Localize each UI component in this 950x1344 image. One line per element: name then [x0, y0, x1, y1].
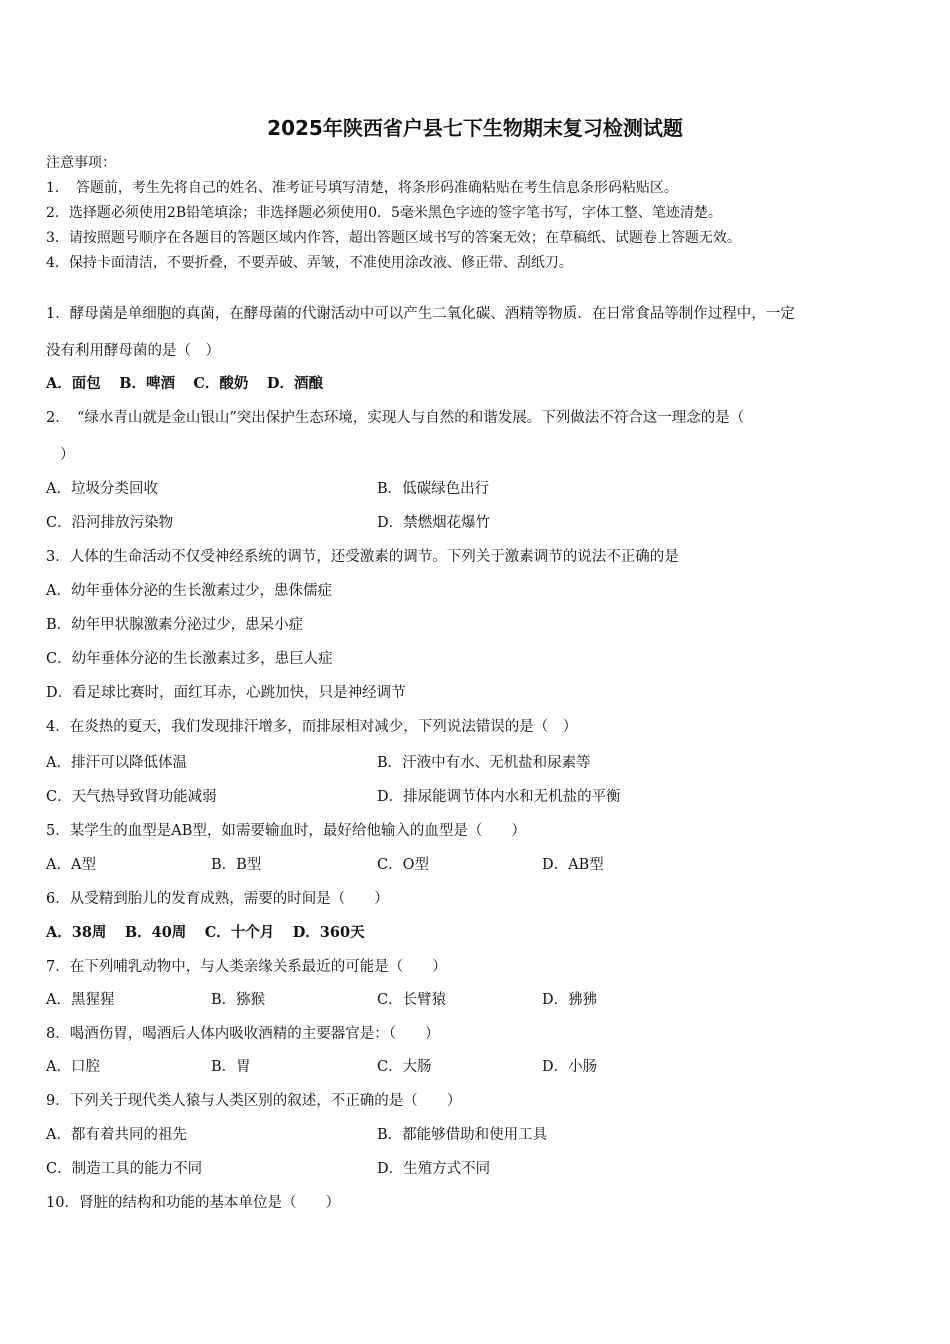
option-b: B．B型 [211, 857, 262, 873]
question-stem: 4．在炎热的夏天，我们发现排汗增多，而排尿相对减少，下列说法错误的是（ ） [46, 719, 578, 735]
question-stem: 2． “绿水青山就是金山银山”突出保护生态环境，实现人与自然的和谐发展。下列做法不符合这一理念的是（ [46, 410, 745, 426]
option-b: B．幼年甲状腺激素分泌过少，患呆小症 [46, 617, 304, 633]
option-c: C．十个月 [204, 924, 275, 941]
option-c: C．大肠 [377, 1059, 432, 1075]
option-d: D．排尿能调节体内水和无机盐的平衡 [377, 789, 621, 805]
option-c: C．幼年垂体分泌的生长激素过多，患巨人症 [46, 651, 333, 667]
question-stem: 3．人体的生命活动不仅受神经系统的调节，还受激素的调节。下列关于激素调节的说法不正确的是 [46, 549, 679, 565]
notice-item: 2．选择题必须使用2B铅笔填涂；非选择题必须使用0．5毫米黑色字迹的签字笔书写，字体工整、笔迹清楚。 [46, 205, 722, 221]
option-c: C．制造工具的能力不同 [46, 1161, 203, 1177]
question-stem: 没有利用酵母菌的是（ ） [46, 343, 220, 359]
question-options-row [46, 372, 323, 393]
option-d: D．360天 [292, 924, 365, 941]
option-a: A．黑猩猩 [46, 992, 115, 1008]
option-a: A．幼年垂体分泌的生长激素过少，患侏儒症 [46, 583, 332, 599]
page-title: 2025年陕西省户县七下生物期末复习检测试题 [267, 116, 683, 140]
question-stem: 10．肾脏的结构和功能的基本单位是（ ） [46, 1195, 340, 1211]
question-options-row [46, 921, 365, 942]
notice-item: 3．请按照题号顺序在各题目的答题区域内作答，超出答题区域书写的答案无效；在草稿纸、试题卷上答题无效。 [46, 230, 741, 246]
question-stem: 5．某学生的血型是AB型，如需要输血时，最好给他输入的血型是（ ） [46, 823, 526, 839]
option-d: D．看足球比赛时，面红耳赤，心跳加快，只是神经调节 [46, 685, 406, 701]
question-stem: 7．在下列哺乳动物中，与人类亲缘关系最近的可能是（ ） [46, 959, 447, 975]
option-a: A．排汗可以降低体温 [46, 755, 187, 771]
notice-heading: 注意事项： [46, 155, 116, 171]
option-c: C．长臂猿 [377, 992, 447, 1008]
option-b: B．胃 [211, 1059, 251, 1075]
option-a: A．38周 [46, 924, 107, 941]
option-a: A．都有着共同的祖先 [46, 1127, 187, 1143]
option-d: D．生殖方式不同 [377, 1161, 491, 1177]
question-stem: 9．下列关于现代类人猿与人类区别的叙述，不正确的是（ ） [46, 1093, 462, 1109]
option-a: A．面包 [46, 375, 101, 392]
option-c: C．酸奶 [193, 375, 249, 392]
option-b: B．都能够借助和使用工具 [377, 1127, 548, 1143]
notice-item: 4．保持卡面清洁，不要折叠，不要弄破、弄皱，不准使用涂改液、修正带、刮纸刀。 [46, 255, 573, 271]
option-b: B．低碳绿色出行 [377, 481, 490, 497]
option-c: C．天气热导致肾功能减弱 [46, 789, 217, 805]
option-b: B．啤酒 [119, 375, 175, 392]
option-b: B．猕猴 [211, 992, 266, 1008]
question-stem: ） [60, 447, 75, 463]
option-a: A．口腔 [46, 1059, 100, 1075]
option-a: A．垃圾分类回收 [46, 481, 158, 497]
option-d: D．禁燃烟花爆竹 [377, 515, 491, 531]
option-b: B．汗液中有水、无机盐和尿素等 [377, 755, 591, 771]
option-a: A．A型 [46, 857, 96, 873]
question-stem: 8．喝酒伤胃，喝酒后人体内吸收酒精的主要器官是：（ ） [46, 1026, 440, 1042]
option-d: D．AB型 [542, 857, 604, 873]
question-stem: 1．酵母菌是单细胞的真菌，在酵母菌的代谢活动中可以产生二氧化碳、酒精等物质．在日常食品等制作过程中，一定 [46, 306, 795, 322]
option-d: D．酒酿 [266, 375, 323, 392]
question-stem: 6．从受精到胎儿的发育成熟，需要的时间是（ ） [46, 891, 389, 907]
option-c: C．沿河排放污染物 [46, 515, 174, 531]
notice-item: 1． 答题前，考生先将自己的姓名、准考证号填写清楚，将条形码准确粘贴在考生信息条形码粘贴区。 [46, 180, 678, 196]
option-d: D．小肠 [542, 1059, 598, 1075]
option-c: C．O型 [377, 857, 429, 873]
option-b: B．40周 [124, 924, 187, 941]
option-d: D．狒狒 [542, 992, 598, 1008]
